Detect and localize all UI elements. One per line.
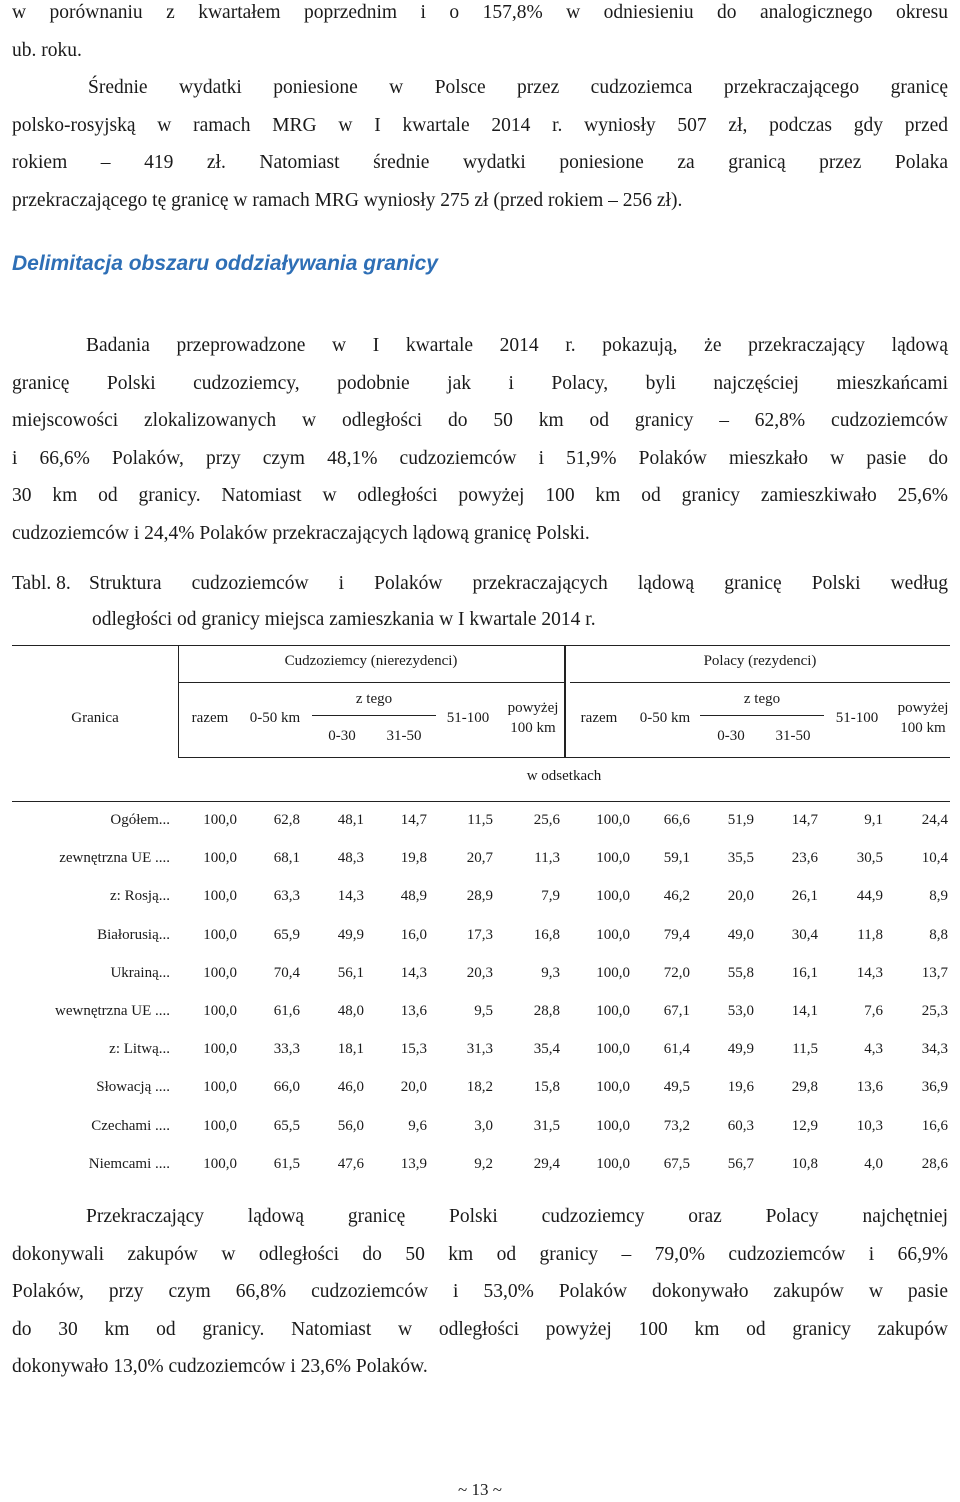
table-cell: 17,3 (466, 926, 493, 943)
text-line: 30 km od granicy. Natomiast w odległości powyżej 100 km od granicy zamieszkiwało 25,6% (12, 485, 948, 506)
table-cell: 61,4 (663, 1041, 690, 1058)
col-header-0-30: 0-30 (328, 728, 356, 744)
table-cell: 18,1 (337, 1041, 364, 1058)
table-cell: 25,3 (921, 1003, 948, 1019)
table-cell: 11,3 (534, 850, 560, 867)
col-header-border: Granica (71, 710, 119, 726)
table-cell: 9,5 (474, 1003, 493, 1019)
col-header-51-100: 51-100 (446, 710, 490, 726)
table-cell: 35,5 (727, 850, 754, 867)
table-cell: 33,3 (273, 1041, 300, 1058)
table-cell: 100,0 (596, 1041, 630, 1058)
table-cell: 60,3 (727, 1117, 754, 1134)
table-cell: 30,4 (791, 926, 818, 943)
col-header-0-50: 0-50 km (249, 710, 301, 726)
table-cell: 61,6 (273, 1003, 300, 1019)
table-cell: 66,6 (663, 812, 690, 828)
row-label: zewnętrzna UE .... (59, 850, 170, 867)
paragraph-delimitation (12, 327, 948, 552)
table-cell: 12,9 (791, 1117, 818, 1134)
table-cell: 66,0 (273, 1079, 300, 1096)
table-cell: 49,5 (663, 1079, 690, 1096)
table-cell: 100,0 (596, 850, 630, 867)
text-line: dokonywało 13,0% cudzoziemców i 23,6% Polaków. (12, 1356, 428, 1377)
text-line: rokiem – 419 zł. Natomiast średnie wydatki poniesione za granicą przez Polaka (12, 152, 948, 173)
table-cell: 11,5 (467, 812, 493, 828)
table-cell: 11,8 (857, 926, 883, 943)
table-cell: 100,0 (596, 1155, 630, 1172)
table-cell: 36,9 (921, 1079, 948, 1096)
text-line: i 66,6% Polaków, przy czym 48,1% cudzoziemców i 51,9% Polaków mieszkało w pasie do (12, 447, 948, 469)
table-cell: 100,0 (596, 964, 630, 981)
table-cell: 56,1 (337, 964, 364, 981)
table-cell: 56,7 (727, 1155, 754, 1172)
col-header-31-50: 31-50 (775, 728, 811, 744)
table-caption-title: Struktura cudzoziemców i Polaków przekraczających lądową granicę Polski według (89, 573, 948, 594)
table-top-rule (12, 645, 950, 646)
table-cell: 24,4 (921, 812, 948, 828)
table-cell: 65,5 (273, 1117, 300, 1134)
table-cell: 20,7 (466, 850, 493, 867)
row-label: Ukrainą... (110, 964, 170, 981)
table-cell: 28,8 (533, 1003, 560, 1019)
table-cell: 13,6 (856, 1079, 883, 1096)
table-cell: 19,8 (400, 850, 427, 867)
col-header-over-100-km: 100 km (510, 720, 556, 736)
table-cell: 14,1 (791, 1003, 818, 1019)
table-cell: 20,3 (466, 964, 493, 981)
table-cell: 28,6 (921, 1155, 948, 1172)
text-line: Przekraczający lądową granicę Polski cudzoziemcy oraz Polacy najchętniej (86, 1206, 948, 1227)
row-label: Ogółem... (110, 812, 170, 828)
table-cell: 49,0 (727, 926, 754, 943)
col-header-over-100-km: 100 km (900, 720, 946, 736)
table-cell: 46,0 (337, 1079, 364, 1096)
table-cell: 25,6 (533, 812, 560, 828)
table-cell: 100,0 (596, 1003, 630, 1019)
table-cell: 48,1 (337, 812, 364, 828)
table-cell: 100,0 (203, 850, 237, 867)
table-cell: 100,0 (596, 812, 630, 828)
section-heading: Delimitacja obszaru oddziaływania granicy (12, 252, 438, 275)
page-number: ~ 13 ~ (458, 1480, 502, 1499)
row-label: Czechami .... (91, 1117, 170, 1134)
table-cell: 3,0 (474, 1117, 493, 1134)
col-header-0-30: 0-30 (717, 728, 745, 744)
table-cell: 14,7 (791, 812, 818, 828)
table-cell: 13,6 (400, 1003, 427, 1019)
row-label: Niemcami .... (88, 1155, 170, 1172)
row-label: z: Litwą... (109, 1041, 170, 1058)
table-cell: 100,0 (596, 926, 630, 943)
table-cell: 10,4 (921, 850, 948, 867)
table-caption-title-cont: odległości od granicy miejsca zamieszkania w I kwartale 2014 r. (92, 609, 596, 630)
z-tego-underline-poles (700, 715, 824, 716)
table-cell: 100,0 (203, 888, 237, 905)
table-cell: 49,9 (337, 926, 364, 943)
table-cell: 63,3 (273, 888, 300, 905)
table-cell: 20,0 (727, 888, 754, 905)
col-header-total: razem (191, 710, 229, 726)
col-header-31-50: 31-50 (386, 728, 422, 744)
table-cell: 26,1 (791, 888, 818, 905)
table-cell: 10,3 (856, 1117, 883, 1134)
table-cell: 65,9 (273, 926, 300, 943)
table-cell: 55,8 (727, 964, 754, 981)
table-header-bottom-rule (12, 801, 950, 802)
row-label: Białorusią... (97, 926, 170, 943)
table-cell: 100,0 (596, 888, 630, 905)
col-divider (178, 645, 179, 758)
table-cell: 56,0 (337, 1117, 364, 1134)
col-header-over-100: powyżej (897, 700, 949, 716)
text-line: dokonywali zakupów w odległości do 50 km od granicy – 79,0% cudzoziemców i 66,9% (12, 1243, 948, 1265)
row-label: z: Rosją... (110, 888, 170, 905)
group-underline-poles (570, 682, 950, 683)
text-line: Polaków, przy czym 66,8% cudzoziemców i 53,0% Polaków dokonywało zakupów w pasie (12, 1281, 948, 1302)
table-cell: 34,3 (921, 1041, 948, 1058)
table-cell: 9,3 (541, 964, 560, 981)
table-cell: 9,6 (408, 1117, 427, 1134)
table-cell: 20,0 (400, 1079, 427, 1096)
row-label: wewnętrzna UE .... (55, 1003, 170, 1019)
table-cell: 13,7 (921, 964, 948, 981)
table-cell: 18,2 (466, 1079, 493, 1096)
text-line: Średnie wydatki poniesione w Polsce przez cudzoziemca przekraczającego granicę (88, 77, 948, 98)
unit-label: w odsetkach (526, 768, 602, 784)
table-cell: 46,2 (663, 888, 690, 905)
text-line: cudzoziemców i 24,4% Polaków przekraczających lądową granicę Polski. (12, 522, 590, 544)
table-cell: 35,4 (533, 1041, 560, 1058)
table-cell: 10,8 (791, 1155, 818, 1172)
table-cell: 100,0 (203, 812, 237, 828)
table-cell: 16,6 (921, 1117, 948, 1134)
row-label: Słowacją .... (96, 1079, 170, 1096)
group-underline-foreigners (178, 682, 564, 683)
text-line: do 30 km od granicy. Natomiast w odległości powyżej 100 km od granicy zakupów (12, 1318, 948, 1340)
table-cell: 23,6 (791, 850, 818, 867)
table-cell: 53,0 (727, 1003, 754, 1019)
table-cell: 16,0 (400, 926, 427, 943)
table-cell: 100,0 (203, 964, 237, 981)
table-cell: 72,0 (663, 964, 690, 981)
table-cell: 9,1 (864, 812, 883, 828)
table-cell: 100,0 (203, 1041, 237, 1058)
table-cell: 62,8 (273, 812, 300, 828)
text-line: granicę Polski cudzoziemcy, podobnie jak i Polacy, byli najczęściej mieszkańcami (12, 372, 948, 394)
z-tego-underline-foreigners (312, 715, 436, 716)
text-line: Badania przeprowadzone w I kwartale 2014 r. pokazują, że przekraczający lądową (86, 335, 948, 356)
table-cell: 30,5 (856, 850, 883, 867)
table-cell: 31,3 (466, 1041, 493, 1058)
col-header-51-100: 51-100 (835, 710, 879, 726)
table-cell: 51,9 (727, 812, 754, 828)
table-cell: 100,0 (203, 1117, 237, 1134)
text-line: polsko-rosyjską w ramach MRG w I kwartale 2014 r. wyniosły 507 zł, podczas gdy przed (12, 114, 948, 136)
paragraph-expenditure (12, 0, 948, 219)
table-cell: 47,6 (337, 1155, 364, 1172)
col-header-0-50: 0-50 km (639, 710, 691, 726)
paragraph-shopping (12, 1198, 948, 1386)
table-cell: 11,5 (792, 1041, 818, 1058)
table-cell: 44,9 (856, 888, 883, 905)
text-line: miejscowości zlokalizowanych w odległości do 50 km od granicy – 62,8% cudzoziemców (12, 410, 948, 431)
table-cell: 49,9 (727, 1041, 754, 1058)
table-cell: 29,4 (533, 1155, 560, 1172)
table-cell: 7,9 (541, 888, 560, 905)
table-cell: 28,9 (466, 888, 493, 905)
table-cell: 100,0 (203, 1079, 237, 1096)
unit-rule (178, 757, 950, 758)
table-cell: 67,1 (663, 1003, 690, 1019)
col-divider (564, 645, 566, 758)
table-cell: 9,2 (474, 1155, 493, 1172)
table-cell: 100,0 (596, 1117, 630, 1134)
text-line: w porównaniu z kwartałem poprzednim i o 157,8% w odniesieniu do analogicznego okresu (12, 2, 948, 23)
table-cell: 67,5 (663, 1155, 690, 1172)
table-cell: 14,7 (400, 812, 427, 828)
group-header-poles: Polacy (rezydenci) (703, 653, 817, 669)
table-cell: 4,0 (864, 1155, 883, 1172)
table-cell: 16,8 (533, 926, 560, 943)
table-cell: 68,1 (273, 850, 300, 867)
table-cell: 14,3 (856, 964, 883, 981)
table-cell: 61,5 (273, 1155, 300, 1172)
text-line: przekraczającego tę granicę w ramach MRG wyniosły 275 zł (przed rokiem – 256 zł). (12, 189, 683, 211)
table-cell: 14,3 (337, 888, 364, 905)
table-cell: 15,8 (533, 1079, 560, 1096)
table-cell: 48,9 (400, 888, 427, 905)
table-cell: 16,1 (791, 964, 818, 981)
col-header-of-which: z tego (355, 691, 393, 707)
table-cell: 13,9 (400, 1155, 427, 1172)
table-cell: 8,8 (929, 926, 948, 943)
col-header-total: razem (580, 710, 618, 726)
text-line: ub. roku. (12, 39, 82, 61)
table-cell: 100,0 (203, 926, 237, 943)
table-cell: 29,8 (791, 1079, 818, 1096)
table-cell: 4,3 (864, 1041, 883, 1058)
table-cell: 73,2 (663, 1117, 690, 1134)
table-caption-label: Tabl. 8. (12, 573, 71, 594)
table-cell: 15,3 (400, 1041, 427, 1058)
table-cell: 70,4 (273, 964, 300, 981)
table-cell: 48,0 (337, 1003, 364, 1019)
table-cell: 31,5 (533, 1117, 560, 1134)
group-header-foreigners: Cudzoziemcy (nierezydenci) (284, 653, 458, 669)
table-cell: 8,9 (929, 888, 948, 905)
col-header-over-100: powyżej (507, 700, 559, 716)
table-cell: 7,6 (864, 1003, 883, 1019)
table-cell: 100,0 (203, 1003, 237, 1019)
col-header-of-which: z tego (743, 691, 781, 707)
table-cell: 14,3 (400, 964, 427, 981)
table-cell: 79,4 (663, 926, 690, 943)
table-cell: 19,6 (727, 1079, 754, 1096)
table-cell: 48,3 (337, 850, 364, 867)
table-cell: 100,0 (596, 1079, 630, 1096)
table-cell: 100,0 (203, 1155, 237, 1172)
table-cell: 59,1 (663, 850, 690, 867)
